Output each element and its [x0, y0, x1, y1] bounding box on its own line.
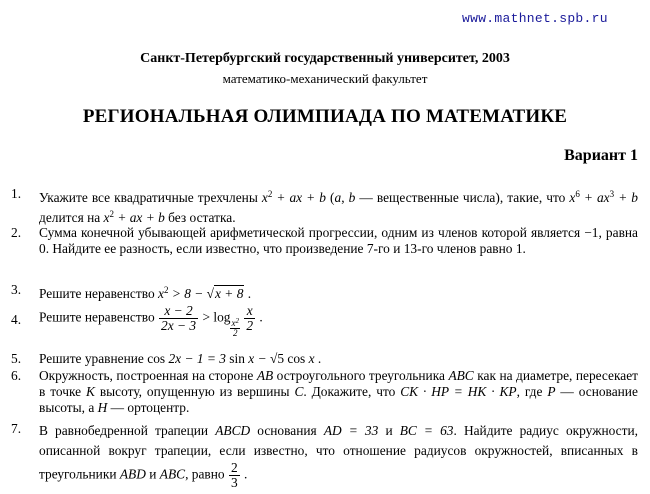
site-url[interactable]: www.mathnet.spb.ru — [462, 11, 608, 26]
problem-6 — [11, 368, 638, 416]
problem-1 — [11, 186, 638, 226]
problem-2 — [11, 225, 638, 257]
problem-text: Окружность, построенная на стороне AB остроугольного треугольника ABC как на диаметре, пересекает в точке K высоту, опущенную из вершины C. Докажите, что CK · HP = HK · KP, где P — основание высоты, а H — ортоцентр. — [39, 368, 639, 415]
problem-number: 1. — [11, 186, 22, 201]
problem-text: Решите неравенство $x^2 > 8 - √x + 8$ . — [39, 285, 252, 301]
problem-text: В равнобедренной трапеции ABCD основания AD = 33 и BC = 63. Найдите радиус окружности, описанной вокруг трапеции, если известно, что отношение радиусов окружностей, вписанных в треугольники ABD и ABC, равно $\frac{2}{3}$ . — [39, 423, 638, 490]
problem-text: Решите уравнение cos 2x − 1 = 3 sin x − √5 cos x . — [39, 351, 322, 366]
problem-number: 5. — [11, 351, 22, 366]
page-title: РЕГИОНАЛЬНАЯ ОЛИМПИАДА ПО МАТЕМАТИКЕ — [82, 106, 568, 127]
problem-4 — [11, 304, 638, 338]
faculty-name: математико-механический факультет — [222, 71, 428, 86]
problem-3 — [11, 282, 638, 302]
problem-number: 3. — [11, 282, 22, 297]
problem-number: 4. — [11, 312, 22, 327]
problem-5 — [11, 351, 638, 367]
problem-text: Укажите все квадратичные трехчлены $x^2$ + ax + b (a, b — вещественные числа), такие, что $x^6 + ax^3 + b$ делится на $x^2$ + ax + b без остатка. — [39, 189, 638, 225]
problem-number: 7. — [11, 421, 22, 436]
problem-text: Сумма конечной убывающей арифметической прогрессии, одним из членов которой является −1, равна 0. Найдите ее разность, если известно, что произведение 7-го и 13-го членов равно 1. — [39, 225, 638, 256]
problem-number: 2. — [11, 225, 22, 240]
problem-text: Решите неравенство $\frac{x - 2}{2x - 3}$ > log $\frac{x^2}{2}$ $\frac{x}{2}$ . — [39, 303, 263, 338]
variant-label: Вариант 1 — [564, 147, 638, 164]
university-name: Санкт-Петербургский государственный университет, 2003 — [140, 51, 510, 66]
problem-number: 6. — [11, 368, 22, 383]
problem-7 — [11, 421, 638, 490]
